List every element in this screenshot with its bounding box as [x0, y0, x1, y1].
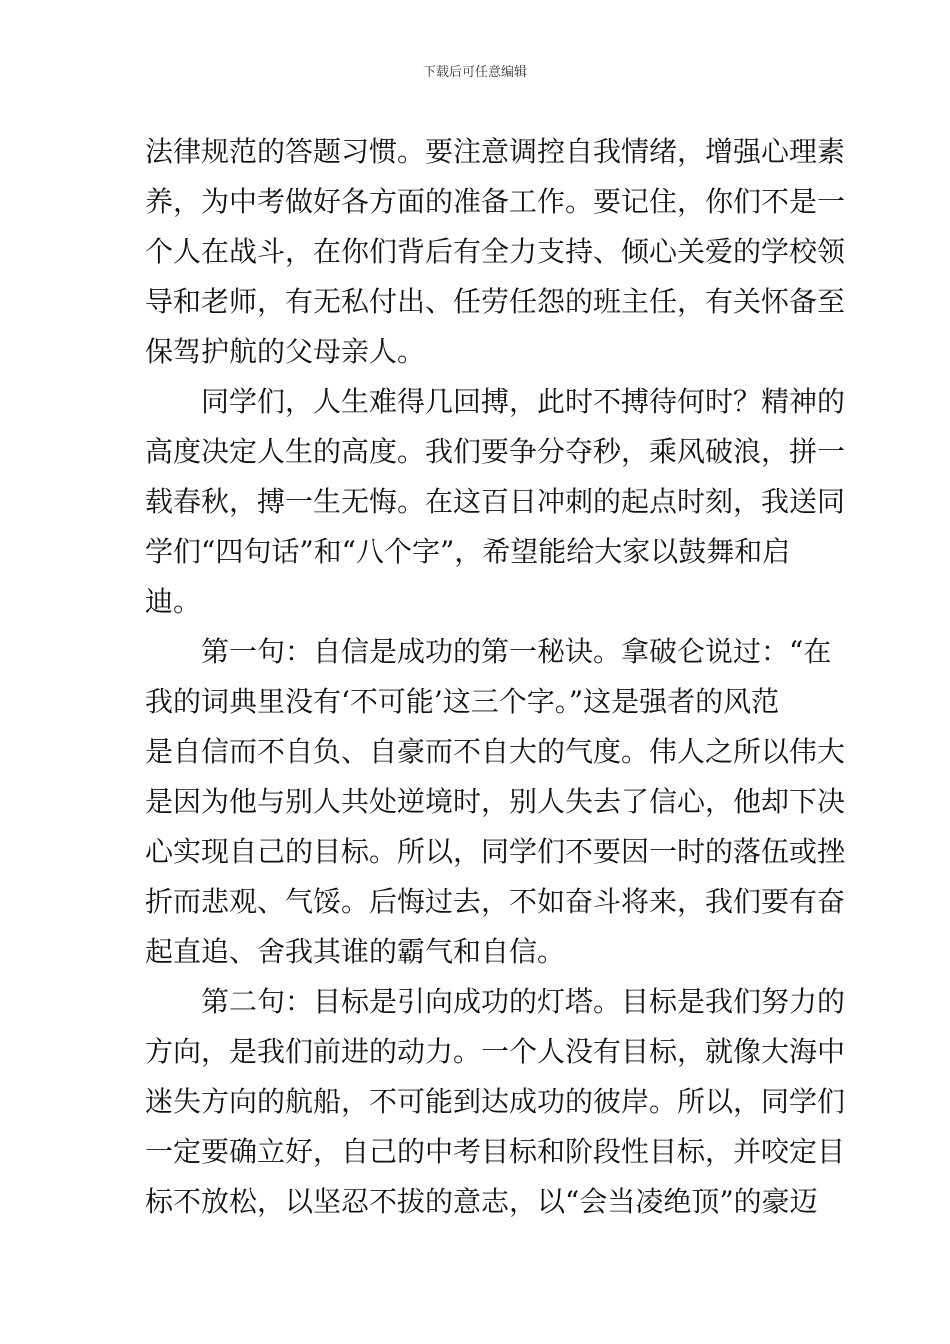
text-line: 高度决定人生的高度。我们要争分夺秒，乘风破浪，拼一: [145, 435, 846, 468]
text-line: 第二句：目标是引向成功的灯塔。目标是我们努力的: [201, 985, 846, 1018]
text-line: 保驾护航的父母亲人。: [145, 335, 426, 368]
text-line: 第一句：自信是成功的第一秘诀。拿破仑说过：“在: [201, 635, 832, 668]
text-line: 方向，是我们前进的动力。一个人没有目标，就像大海中: [145, 1035, 846, 1068]
text-line: 一定要确立好，自己的中考目标和阶段性目标，并咬定目: [145, 1135, 846, 1168]
document-body: [145, 127, 846, 1227]
text-line: 载春秋，搏一生无悔。在这百日冲刺的起点时刻，我送同: [145, 485, 846, 518]
text-line: 同学们，人生难得几回搏，此时不搏待何时？精神的: [201, 385, 846, 418]
text-line: 心实现自己的目标。所以，同学们不要因一时的落伍或挫: [145, 835, 846, 868]
text-line: 我的词典里没有‘不可能’这三个字。”这是强者的风范: [145, 685, 780, 718]
paragraph-2: [145, 377, 846, 627]
text-line: 法律规范的答题习惯。要注意调控自我情绪，增强心理素: [145, 135, 846, 168]
text-line: 是因为他与别人共处逆境时，别人失去了信心，他却下决: [145, 785, 846, 818]
text-line: 迪。: [145, 585, 202, 618]
text-line: 迷失方向的航船，不可能到达成功的彼岸。所以，同学们: [145, 1085, 846, 1118]
page-header: 下载后可任意编辑: [422, 65, 527, 80]
text-line: 是自信而不自负、自豪而不自大的气度。伟人之所以伟大: [145, 735, 846, 768]
text-line: 标不放松，以坚忍不拔的意志，以“会当凌绝顶”的豪迈: [145, 1185, 818, 1218]
text-line: 起直追、舍我其谁的霸气和自信。: [145, 935, 566, 968]
text-line: 养，为中考做好各方面的准备工作。要记住，你们不是一: [145, 185, 846, 218]
text-line: 个人在战斗，在你们背后有全力支持、倾心关爱的学校领: [145, 235, 846, 268]
text-line: 折而悲观、气馁。后悔过去，不如奋斗将来，我们要有奋: [145, 885, 846, 918]
text-line: 学们“四句话”和“八个字”，希望能给大家以鼓舞和启: [145, 535, 791, 568]
paragraph-1: [145, 127, 846, 377]
paragraph-4: [145, 977, 846, 1227]
text-line: 导和老师，有无私付出、任劳任怨的班主任，有关怀备至: [145, 285, 846, 318]
paragraph-3: [145, 627, 846, 977]
